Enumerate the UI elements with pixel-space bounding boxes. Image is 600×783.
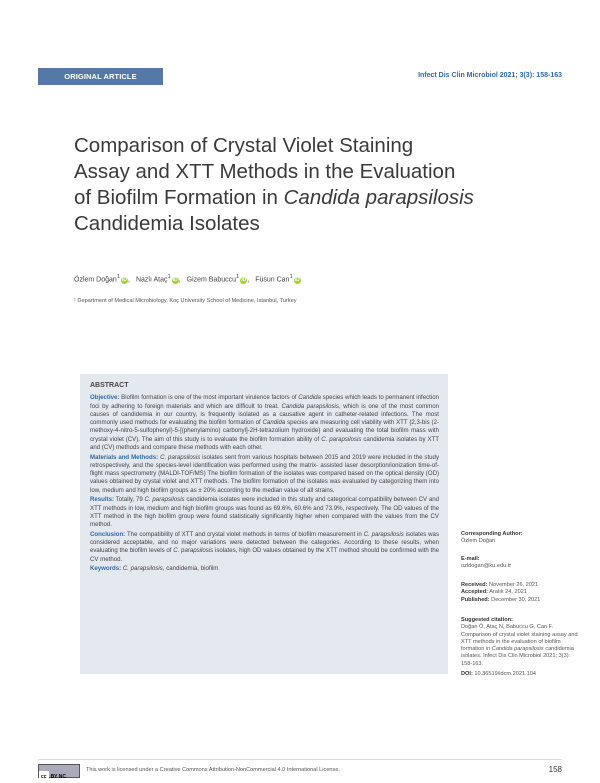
author-sup: 1 bbox=[167, 274, 171, 280]
citation-label: Suggested citation: bbox=[461, 617, 513, 623]
citation-text: candidemia isolates. Infect Dis Clin Microbiol 2021; 3(3): 158-163. bbox=[461, 646, 574, 667]
author-list bbox=[74, 274, 305, 284]
citation-block bbox=[461, 617, 579, 668]
author-sup: 1 bbox=[236, 274, 240, 280]
cc-badge-text: cc bbox=[39, 771, 49, 783]
abstract-objective bbox=[90, 394, 439, 452]
text: , candidemia, biofilm bbox=[162, 565, 219, 573]
orcid-icon[interactable]: iD bbox=[122, 277, 128, 284]
article-title bbox=[74, 133, 544, 237]
text: The compatibility of XTT and crystal violet methods in terms of biofilm measurement in bbox=[125, 530, 364, 538]
page-number: 158 bbox=[548, 765, 562, 774]
abstract-results bbox=[90, 496, 439, 529]
license-text: This work is licensed under a Creative Commons Attribution-NonCommercial 4.0 International License. bbox=[86, 767, 341, 773]
abstract-conclusion bbox=[90, 531, 439, 564]
cc-license-badge-icon[interactable] bbox=[38, 764, 80, 778]
abstract-methods bbox=[90, 454, 439, 495]
text: isolates, high OD values obtained by the XTT method should be confirmed with the CV method. bbox=[90, 547, 439, 563]
title-species-name: Candida parapsilosis bbox=[283, 186, 474, 209]
text: , which is one of the most common causes of candidemia in our country, is frequently isolated as a causative agent in catheter-related infections. The most commonly used methods for evaluating the biofilm formation of bbox=[90, 402, 439, 426]
title-line-4: Candidemia Isolates bbox=[74, 212, 260, 235]
species: Candida parapsilosis bbox=[281, 402, 339, 410]
conclusion-label: Conclusion: bbox=[90, 530, 126, 538]
author-sup: 1 bbox=[289, 274, 293, 280]
citation-text: Doğan Ö, Ataç N, Babuccu G, Can F. Comparison of crystal violet staining assay and XTT methods in the evaluation of biofilm formation in bbox=[461, 624, 578, 653]
species: C. parapsilosis bbox=[173, 547, 214, 555]
author-name: Nazlı Ataç bbox=[135, 276, 168, 284]
journal-citation: Infect Dis Clin Microbiol 2021; 3(3): 158-163 bbox=[418, 72, 562, 79]
doi-link[interactable]: 10.36519/idcm.2021.104 bbox=[472, 671, 536, 677]
dates-block bbox=[461, 582, 581, 604]
species: C. parapsilosis bbox=[122, 565, 163, 573]
author-2: Nazlı Ataç$^1$iD, bbox=[135, 274, 181, 284]
article-type-banner: ORIGINAL ARTICLE bbox=[38, 68, 163, 85]
text: species which leads to permanent infection foci by adhering to foreign materials and which are difficult to treat. bbox=[90, 394, 439, 410]
orcid-icon[interactable]: iD bbox=[294, 277, 300, 284]
accepted-label: Accepted: bbox=[461, 589, 489, 596]
objective-label: Objective: bbox=[90, 394, 120, 402]
species: C. parapsilosis bbox=[321, 435, 362, 443]
affiliation: ¹ Department of Medical Microbiology, Koç University School of Medicine, Istanbul, Turkey bbox=[74, 298, 297, 304]
corresponding-label: Corresponding Author: bbox=[461, 531, 523, 537]
accepted-date: Aralık 24, 2021 bbox=[488, 589, 527, 596]
text: species are measuring cell viability with XTT {2,3-bis (2-methoxy-4-nitro-5-sulfophenyl)-5-[(phenylamino) carbonyl]-2H-tetrazolium hydroxide} and evaluating the total biofilm mass with crystal violet (CV). The aim of this study is to evaluate the biofilm formation ability of bbox=[90, 419, 439, 443]
text: Biofilm formation is one of the most important virulence factors of bbox=[119, 394, 299, 402]
author-name: Füsun Can bbox=[255, 276, 290, 284]
email-block bbox=[461, 556, 581, 571]
author-name: Özlem Doğan bbox=[74, 276, 117, 284]
title-line-3-prefix: of Biofilm Formation in bbox=[74, 186, 284, 209]
corresponding-name: Özlem Doğan bbox=[461, 538, 496, 545]
author-3: Gizem Babuccu$^1$iD, bbox=[186, 274, 250, 284]
abstract-heading: ABSTRACT bbox=[90, 382, 129, 389]
text: candidemia isolates by XTT and (CV) methods and compare these methods with each other. bbox=[90, 435, 439, 451]
orcid-icon[interactable]: iD bbox=[172, 277, 178, 284]
author-1: Özlem Doğan$^1$iD, bbox=[74, 274, 130, 284]
author-4 bbox=[255, 274, 301, 284]
email-label: E-mail: bbox=[461, 556, 480, 562]
results-label: Results: bbox=[90, 496, 115, 504]
footer-divider bbox=[38, 759, 562, 760]
abstract-keywords bbox=[90, 565, 439, 573]
published-date: December 30, 2021 bbox=[489, 596, 541, 603]
received-date: November 26, 2021 bbox=[487, 582, 539, 588]
cc-badge-text: BY NC bbox=[50, 774, 67, 780]
orcid-icon[interactable]: iD bbox=[241, 277, 247, 284]
title-line-2: Assay and XTT Methods in the Evaluation bbox=[74, 160, 456, 183]
species: Candida bbox=[262, 419, 286, 426]
methods-label: Materials and Methods: bbox=[90, 453, 159, 461]
text: Totally, 79 bbox=[114, 496, 145, 504]
received-label: Received: bbox=[461, 582, 488, 588]
keywords-label: Keywords: bbox=[90, 565, 122, 573]
species: Candida bbox=[298, 394, 321, 402]
text: isolates sent from various hospitals between 2015 and 2019 were included in the study retrospectively, and the species-level identification was performed using the matrix- assisted laser desorption/ionization time-of-flight mass spectrometry (MALDI-TOF/MS) The biofilm formation of the isolates was compared based on the optical density (OD) values obtained by crystal violet and XTT methods. The biofilm formation of the isolates was evaluated by categorizing them into low, medium and high biofilm groups as ± 20% according to the median value of all strains. bbox=[90, 453, 439, 494]
author-sup: 1 bbox=[116, 274, 121, 280]
title-line-1: Comparison of Crystal Violet Staining bbox=[74, 134, 414, 157]
doi-block bbox=[461, 671, 581, 678]
text: isolates was considered acceptable, and no major variations were detected between the categories. According to these results, when evaluating the biofilm levels of bbox=[90, 530, 439, 555]
title-line-3 bbox=[74, 185, 544, 211]
species: C. parapsilosis bbox=[160, 453, 201, 461]
species: C. parapsilosis bbox=[144, 496, 185, 504]
author-name: Gizem Babuccu bbox=[186, 276, 237, 284]
citation-species: Candida parapsilosis bbox=[491, 646, 544, 653]
species: C. parapsilosis bbox=[363, 530, 404, 538]
published-label: Published: bbox=[461, 596, 490, 603]
corresponding-author-block bbox=[461, 531, 581, 546]
text: candidemia isolates were included in this study and categorical compatibility between CV and XTT methods in low, medium and high biofilm groups was found as 69.6%, 60.6% and 73.9%, respectively. The OD values of the XTT method in the high biofilm group were found statistically significantly higher when compared with the values from the CV method. bbox=[90, 496, 439, 528]
abstract-box bbox=[80, 374, 448, 674]
email-link[interactable]: ozldogan@ku.edu.tr bbox=[461, 563, 512, 570]
doi-label: DOI: bbox=[461, 671, 473, 677]
